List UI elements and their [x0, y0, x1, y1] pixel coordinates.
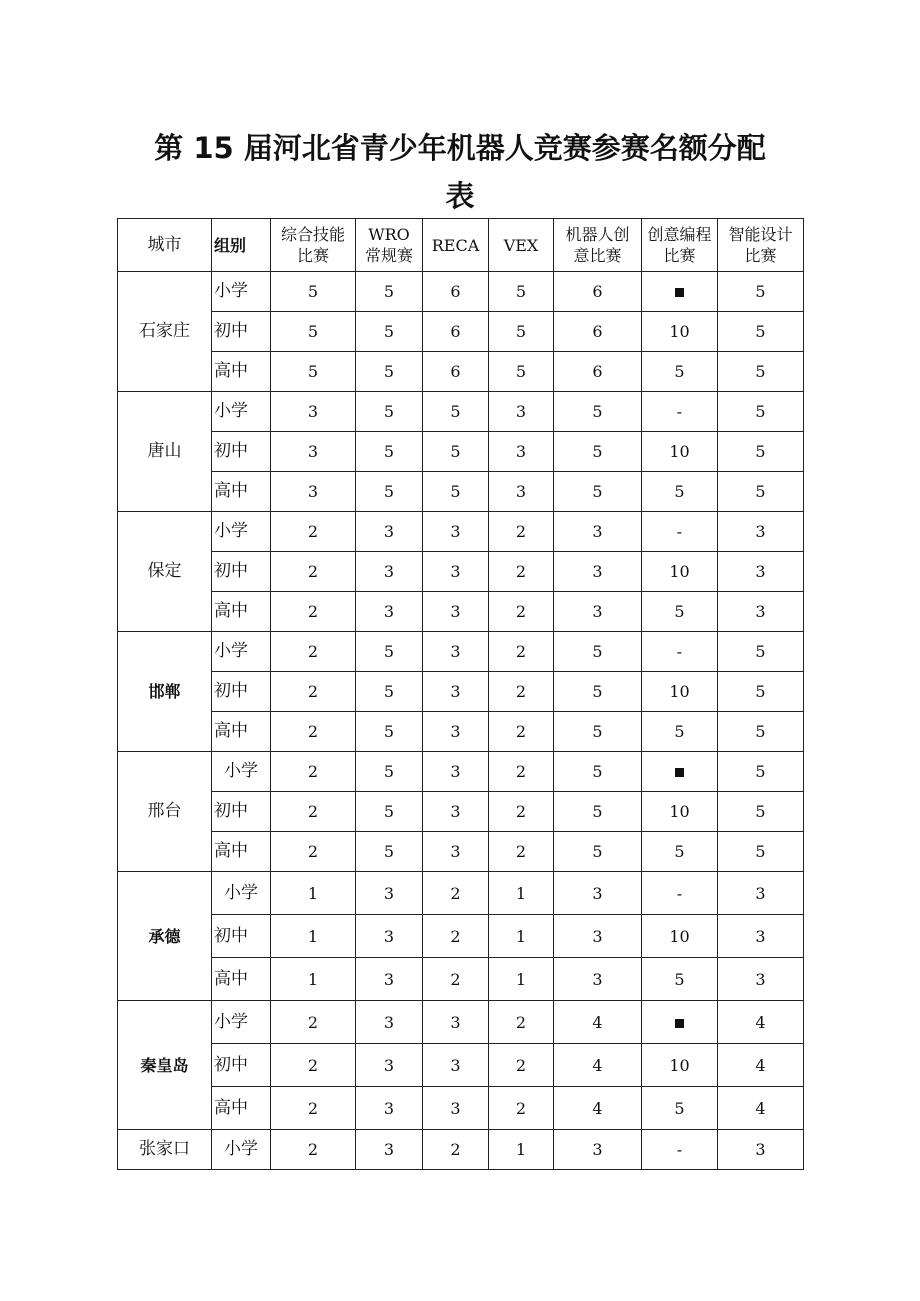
value-cell: 5 [356, 672, 423, 712]
value-cell: 3 [423, 632, 489, 672]
header-smart-design [718, 219, 804, 272]
value-cell: 3 [423, 552, 489, 592]
value-cell: 3 [423, 672, 489, 712]
value-cell: 3 [356, 1130, 423, 1170]
value-cell: 5 [554, 432, 642, 472]
value-cell: 3 [718, 1130, 804, 1170]
value-cell: 5 [718, 272, 804, 312]
value-cell: 3 [423, 792, 489, 832]
table-row [118, 392, 804, 432]
header-line: 意比赛 [573, 246, 622, 265]
table-row [118, 1044, 804, 1087]
value-cell: 5 [554, 632, 642, 672]
value-cell: 3 [271, 392, 356, 432]
value-cell: 5 [554, 672, 642, 712]
value-cell: 5 [718, 712, 804, 752]
value-cell: 5 [718, 392, 804, 432]
value-cell: 5 [718, 672, 804, 712]
value-cell: 3 [554, 1130, 642, 1170]
table-row [118, 792, 804, 832]
value-cell: 3 [489, 432, 554, 472]
value-cell: 6 [423, 312, 489, 352]
value-cell: 2 [271, 672, 356, 712]
value-cell: - [642, 632, 718, 672]
value-cell: 5 [554, 712, 642, 752]
table-row [118, 752, 804, 792]
group-cell: 小学 [212, 632, 271, 672]
value-cell [642, 752, 718, 792]
value-cell: 2 [489, 752, 554, 792]
city-cell: 张家口 [118, 1130, 212, 1170]
value-cell: 3 [423, 1087, 489, 1130]
group-cell: 高中 [212, 958, 271, 1001]
table-row [118, 472, 804, 512]
value-cell: 2 [271, 512, 356, 552]
group-cell: 初中 [212, 432, 271, 472]
value-cell: 2 [489, 592, 554, 632]
value-cell: 4 [554, 1001, 642, 1044]
table-row [118, 552, 804, 592]
value-cell: 3 [718, 915, 804, 958]
value-cell: 2 [423, 915, 489, 958]
group-cell: 高中 [212, 1087, 271, 1130]
table-row [118, 312, 804, 352]
value-cell: 1 [489, 958, 554, 1001]
value-cell: 2 [489, 1001, 554, 1044]
value-cell: 2 [271, 712, 356, 752]
value-cell: 2 [489, 632, 554, 672]
black-square-icon [675, 768, 684, 777]
city-cell: 唐山 [118, 392, 212, 512]
value-cell: 3 [423, 1001, 489, 1044]
value-cell: 5 [356, 312, 423, 352]
value-cell: 3 [423, 1044, 489, 1087]
value-cell: 3 [554, 958, 642, 1001]
table-row [118, 958, 804, 1001]
value-cell: 5 [423, 392, 489, 432]
city-cell: 承德 [118, 872, 212, 1001]
header-line: 智能设计 [728, 225, 793, 244]
group-cell: 初中 [212, 1044, 271, 1087]
value-cell: 3 [489, 392, 554, 432]
value-cell: - [642, 392, 718, 432]
value-cell: 5 [718, 832, 804, 872]
value-cell: 5 [489, 272, 554, 312]
group-cell: 小学 [212, 1130, 271, 1170]
group-cell: 小学 [212, 512, 271, 552]
value-cell: 4 [718, 1001, 804, 1044]
table-row [118, 832, 804, 872]
table-row [118, 712, 804, 752]
table-row [118, 915, 804, 958]
value-cell: 5 [356, 272, 423, 312]
value-cell: 5 [554, 832, 642, 872]
value-cell: 5 [642, 592, 718, 632]
value-cell: 6 [554, 272, 642, 312]
group-cell: 初中 [212, 312, 271, 352]
header-group: 组别 [212, 219, 271, 272]
value-cell: 5 [489, 312, 554, 352]
header-line: VEX [503, 235, 539, 255]
value-cell: 5 [554, 472, 642, 512]
value-cell: 3 [356, 512, 423, 552]
value-cell: 1 [271, 915, 356, 958]
value-cell: 5 [271, 272, 356, 312]
value-cell: 5 [642, 472, 718, 512]
table-row [118, 872, 804, 915]
value-cell: 5 [554, 752, 642, 792]
table-row [118, 632, 804, 672]
value-cell: 2 [423, 958, 489, 1001]
value-cell: 3 [423, 592, 489, 632]
city-cell: 邢台 [118, 752, 212, 872]
table-row [118, 512, 804, 552]
value-cell: 3 [718, 512, 804, 552]
value-cell: 2 [423, 872, 489, 915]
value-cell: 3 [718, 958, 804, 1001]
value-cell: 2 [489, 832, 554, 872]
value-cell: 2 [271, 1130, 356, 1170]
value-cell: 5 [423, 432, 489, 472]
table-row [118, 272, 804, 312]
value-cell: 5 [271, 312, 356, 352]
value-cell: 5 [356, 472, 423, 512]
header-line: 比赛 [296, 246, 329, 265]
value-cell: 3 [356, 872, 423, 915]
value-cell: 4 [554, 1087, 642, 1130]
value-cell: 6 [423, 352, 489, 392]
group-cell: 初中 [212, 672, 271, 712]
value-cell: 1 [271, 872, 356, 915]
black-square-icon [675, 288, 684, 297]
value-cell: 5 [356, 712, 423, 752]
value-cell: 5 [489, 352, 554, 392]
value-cell: 5 [356, 632, 423, 672]
value-cell: 10 [642, 915, 718, 958]
value-cell: 3 [554, 592, 642, 632]
group-cell: 小学 [212, 392, 271, 432]
value-cell: 5 [718, 312, 804, 352]
value-cell: 5 [718, 752, 804, 792]
group-cell: 高中 [212, 592, 271, 632]
header-robot-creative [554, 219, 642, 272]
value-cell: 2 [489, 1087, 554, 1130]
value-cell: 10 [642, 672, 718, 712]
value-cell: 4 [718, 1044, 804, 1087]
table-row [118, 1130, 804, 1170]
value-cell: 5 [718, 352, 804, 392]
value-cell: 2 [489, 792, 554, 832]
quota-table [117, 218, 804, 1170]
table-row [118, 592, 804, 632]
value-cell: 5 [642, 958, 718, 1001]
value-cell: 5 [356, 432, 423, 472]
value-cell: 2 [271, 1001, 356, 1044]
value-cell: 3 [423, 752, 489, 792]
value-cell: 4 [554, 1044, 642, 1087]
group-cell: 高中 [212, 832, 271, 872]
header-comprehensive-skills [271, 219, 356, 272]
black-square-icon [675, 1019, 684, 1028]
value-cell: 5 [718, 432, 804, 472]
value-cell: 10 [642, 552, 718, 592]
value-cell: 2 [271, 832, 356, 872]
group-cell: 小学 [212, 1001, 271, 1044]
table-row [118, 672, 804, 712]
value-cell: 5 [718, 472, 804, 512]
value-cell: 5 [356, 832, 423, 872]
header-line: 比赛 [663, 246, 696, 265]
value-cell: 5 [356, 392, 423, 432]
value-cell [642, 272, 718, 312]
value-cell: 1 [489, 872, 554, 915]
value-cell: 6 [554, 312, 642, 352]
group-cell: 高中 [212, 352, 271, 392]
value-cell: 3 [423, 712, 489, 752]
value-cell: 3 [554, 552, 642, 592]
value-cell: 3 [356, 915, 423, 958]
header-reca [423, 219, 489, 272]
group-cell: 小学 [212, 872, 271, 915]
value-cell: 3 [718, 872, 804, 915]
group-cell: 高中 [212, 472, 271, 512]
value-cell: 10 [642, 792, 718, 832]
value-cell: 6 [423, 272, 489, 312]
value-cell: 2 [271, 1044, 356, 1087]
value-cell: 2 [489, 672, 554, 712]
value-cell: 3 [356, 552, 423, 592]
group-cell: 高中 [212, 712, 271, 752]
value-cell: 2 [489, 512, 554, 552]
page-title-line-2: 表 [445, 179, 475, 213]
group-cell: 小学 [212, 752, 271, 792]
header-wro [356, 219, 423, 272]
table-row [118, 432, 804, 472]
value-cell: 2 [489, 712, 554, 752]
value-cell [642, 1001, 718, 1044]
header-line: 常规赛 [364, 246, 413, 265]
header-city: 城市 [118, 219, 212, 272]
value-cell: 2 [271, 792, 356, 832]
value-cell: 2 [271, 592, 356, 632]
value-cell: 6 [554, 352, 642, 392]
value-cell: 5 [356, 792, 423, 832]
value-cell: 3 [356, 592, 423, 632]
value-cell: 3 [554, 872, 642, 915]
value-cell: 3 [489, 472, 554, 512]
value-cell: - [642, 512, 718, 552]
value-cell: 3 [356, 1087, 423, 1130]
city-cell: 石家庄 [118, 272, 212, 392]
header-vex [489, 219, 554, 272]
value-cell: - [642, 1130, 718, 1170]
value-cell: 10 [642, 432, 718, 472]
value-cell: 5 [718, 632, 804, 672]
value-cell: 3 [423, 512, 489, 552]
value-cell: 2 [271, 752, 356, 792]
value-cell: 2 [489, 552, 554, 592]
header-line: 综合技能 [280, 225, 345, 244]
value-cell: 2 [489, 1044, 554, 1087]
value-cell: 5 [271, 352, 356, 392]
value-cell: 3 [718, 552, 804, 592]
group-cell: 初中 [212, 552, 271, 592]
value-cell: 5 [356, 752, 423, 792]
value-cell: 2 [271, 552, 356, 592]
header-line: RECA [431, 235, 480, 255]
value-cell: 3 [554, 915, 642, 958]
value-cell: 1 [489, 915, 554, 958]
group-cell: 小学 [212, 272, 271, 312]
value-cell: 3 [271, 472, 356, 512]
value-cell: 3 [271, 432, 356, 472]
city-cell: 秦皇岛 [118, 1001, 212, 1130]
value-cell: 4 [718, 1087, 804, 1130]
value-cell: 3 [356, 1044, 423, 1087]
table-row [118, 1001, 804, 1044]
header-line: 创意编程 [647, 225, 712, 244]
header-line: 机器人创 [565, 225, 630, 244]
value-cell: 1 [271, 958, 356, 1001]
city-cell: 保定 [118, 512, 212, 632]
value-cell: 5 [642, 712, 718, 752]
value-cell: 10 [642, 1044, 718, 1087]
value-cell: 5 [642, 832, 718, 872]
header-line: 比赛 [744, 246, 777, 265]
value-cell: 5 [642, 352, 718, 392]
table-body [118, 272, 804, 1170]
value-cell: 5 [554, 792, 642, 832]
value-cell: 3 [356, 1001, 423, 1044]
value-cell: 3 [356, 958, 423, 1001]
value-cell: 10 [642, 312, 718, 352]
value-cell: 5 [718, 792, 804, 832]
value-cell: 2 [423, 1130, 489, 1170]
group-cell: 初中 [212, 915, 271, 958]
header-row [118, 219, 804, 272]
value-cell: 3 [718, 592, 804, 632]
header-line: WRO [368, 225, 410, 244]
value-cell: 5 [423, 472, 489, 512]
page-title-line-1: 第 15 届河北省青少年机器人竞赛参赛名额分配 [154, 131, 766, 165]
value-cell: 3 [554, 512, 642, 552]
value-cell: 5 [356, 352, 423, 392]
value-cell: 2 [271, 632, 356, 672]
value-cell: 5 [554, 392, 642, 432]
value-cell: 2 [271, 1087, 356, 1130]
value-cell: 1 [489, 1130, 554, 1170]
value-cell: 3 [423, 832, 489, 872]
group-cell: 初中 [212, 792, 271, 832]
value-cell: - [642, 872, 718, 915]
city-cell: 邯郸 [118, 632, 212, 752]
value-cell: 5 [642, 1087, 718, 1130]
header-creative-programming [642, 219, 718, 272]
table-row [118, 1087, 804, 1130]
table-row [118, 352, 804, 392]
